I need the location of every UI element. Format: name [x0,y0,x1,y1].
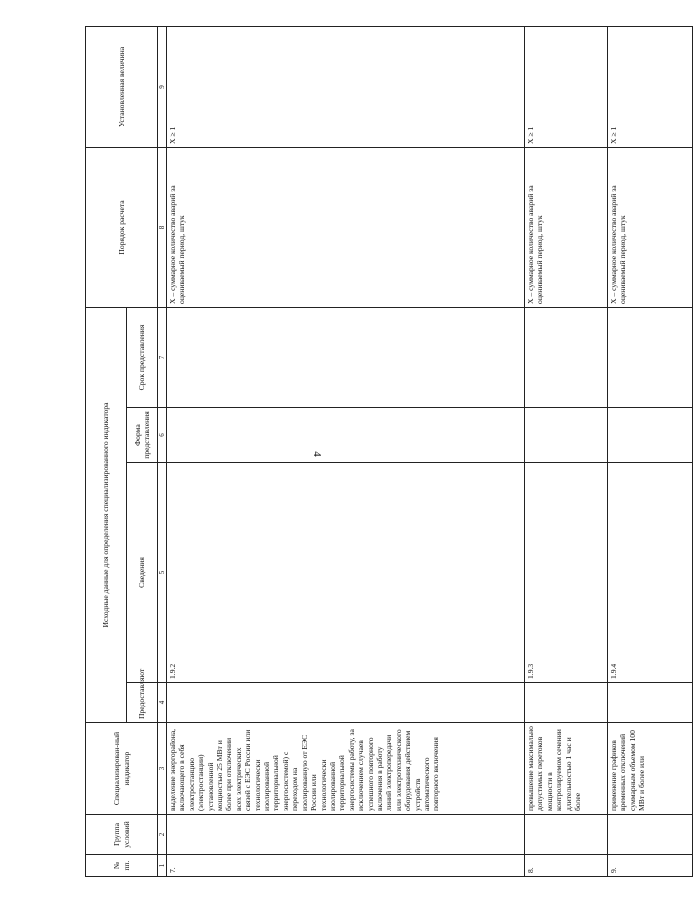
header-deadline: Срок представления [127,307,158,407]
header-provider: Предоставляют [127,683,158,723]
row-value: X ≥ 1 [167,26,525,147]
header-group: Группа условий [86,815,158,855]
column-number-row [158,26,167,876]
row-value: X ≥ 1 [525,26,608,147]
row-calc: X – суммарное количество аварий за оцениваемый период, штук [167,147,525,307]
col-number: 5 [158,463,167,683]
row-info: 1.9.2 [167,463,525,683]
row-provider [525,683,608,723]
row-deadline [525,307,608,407]
row-deadline [608,307,693,407]
rotated-table-container [85,27,647,877]
row-provider [167,683,525,723]
header-info: Сведения [127,463,158,683]
col-number: 2 [158,815,167,855]
row-value: X ≥ 1 [608,26,693,147]
indicator-table [85,26,693,877]
row-calc: X – суммарное количество аварий за оцениваемый период, штук [525,147,608,307]
header-row-1 [86,26,127,876]
col-number: 4 [158,683,167,723]
row-num: 8. [525,855,608,877]
row-form [525,408,608,463]
row-group [608,815,693,855]
row-num: 7. [167,855,525,877]
col-number: 9 [158,26,167,147]
col-number: 8 [158,147,167,307]
header-form: Форма представления [127,408,158,463]
row-calc: X – суммарное количество аварий за оцениваемый период, штук [608,147,693,307]
row-provider [608,683,693,723]
table-row [608,26,693,876]
row-group [167,815,525,855]
header-calc: Порядок расчета [86,147,158,307]
col-number: 6 [158,408,167,463]
row-indicator: выделение энергорайона, включающего в себя электростанцию (электростанции) установленной мощностью 25 МВт и более при отключении всех электрических связей с ЕЭС России или технологически изолированной территориальной энергосистемой) с переходом на изолированную от ЕЭС России или технологически изолированной территориальной энергосистемы работу, за исключением случаев успешного повторного включения в работу линий электропередачи или электротехнического оборудования действием устройств автоматического повторного включения [167,723,525,815]
row-info: 1.9.3 [525,463,608,683]
table-row [525,26,608,876]
header-indicator: Специализирован-ный индикатор [86,723,158,815]
header-value: Установленная величина [86,26,158,147]
row-indicator: применение графиков временных отключений суммарным объемом 100 МВт и более или [608,723,693,815]
page-number: 4 [310,451,323,457]
row-info: 1.9.4 [608,463,693,683]
header-num: № пп. [86,855,158,877]
col-number: 1 [158,855,167,877]
row-num: 9. [608,855,693,877]
row-indicator: превышение максимально допустимых перетоков мощности в контролируемом сечении длительностью 1 час и более [525,723,608,815]
row-group [525,815,608,855]
row-deadline [167,307,525,407]
row-form [608,408,693,463]
header-source-data: Исходные данные для определения специализированного индикатора [86,307,127,722]
col-number: 7 [158,307,167,407]
table-row [167,26,525,876]
col-number: 3 [158,723,167,815]
row-form [167,408,525,463]
